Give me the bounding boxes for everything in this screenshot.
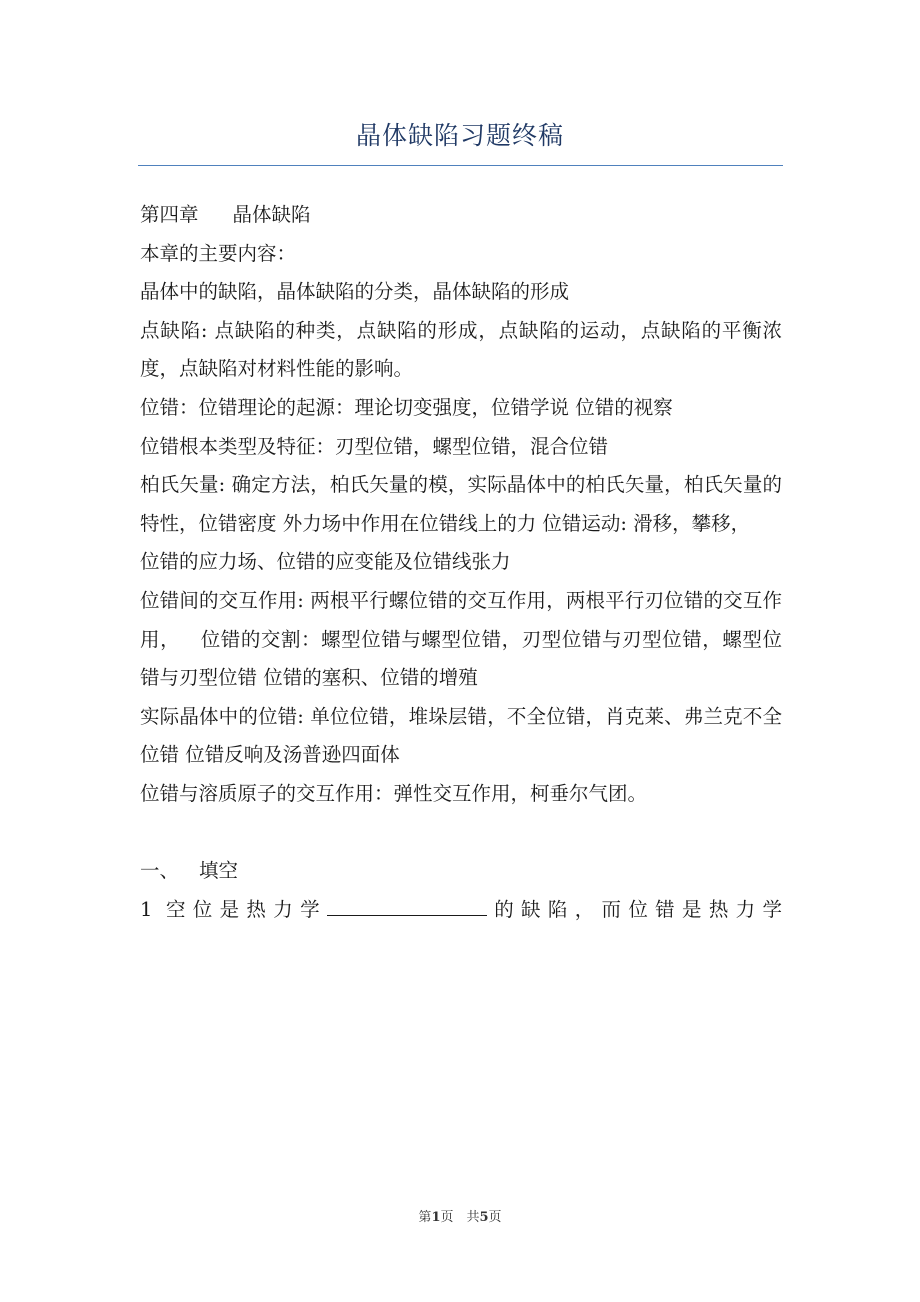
question-1-text-before: 空位是热力学 [165, 897, 327, 921]
footer-page-total: 5 [479, 1210, 489, 1225]
question-1 [140, 891, 782, 930]
chapter-label: 第四章 [140, 203, 199, 226]
paragraph-stress-field: 位错的应力场、位错的应变能及位错线张力 [140, 550, 511, 574]
section-title: 填空 [199, 859, 239, 883]
paragraph-main-content: 本章的主要内容： [140, 241, 297, 265]
paragraph-point-defects: 点缺陷: 点缺陷的种类，点缺陷的形成，点缺陷的运动，点缺陷的平衡浓度，点缺陷对材料性能的影响。 [140, 318, 782, 381]
page-footer [0, 1206, 920, 1225]
question-1-number: 1 [140, 897, 153, 921]
chapter-heading [140, 196, 782, 235]
footer-page-mid: 页 共 [440, 1210, 480, 1225]
paragraph-dislocation-interaction [140, 582, 782, 698]
blank-spacer [140, 814, 782, 853]
paragraph-real-crystal-dislocations: 实际晶体中的位错: 单位位错，堆垛层错，不全位错，肖克莱、弗兰克不全位错 位错反响及汤普逊四面体 [140, 704, 782, 767]
interaction-text-part2: 位错的交割：螺型位错与螺型位错，刃型位错与刃型位错，螺型位错与刃型位错 位错的塞积、位错的增殖 [140, 627, 782, 690]
paragraph-dislocation-types: 位错根本类型及特征：刃型位错，螺型位错，混合位错 [140, 434, 609, 458]
paragraph-dislocation-origin: 位错：位错理论的起源：理论切变强度，位错学说 位错的视察 [140, 395, 673, 419]
document-title: 晶体缺陷习题终稿 [355, 121, 564, 150]
question-1-text-after: 的缺陷，而位错是热力学 [486, 897, 782, 921]
footer-page-suffix: 页 [488, 1210, 502, 1225]
footer-page-current: 1 [431, 1210, 441, 1225]
question-1-answer-blank[interactable] [327, 893, 487, 916]
section-heading [140, 852, 782, 891]
section-number: 一、 [140, 859, 180, 883]
footer-page-prefix: 第 [418, 1210, 432, 1225]
paragraph-solute-interaction: 位错与溶质原子的交互作用：弹性交互作用，柯垂尔气团。 [140, 781, 648, 805]
document-body [140, 196, 782, 929]
paragraph-defect-types: 晶体中的缺陷，晶体缺陷的分类，晶体缺陷的形成 [140, 280, 570, 304]
interaction-text-part1: 位错间的交互作用: 两根平行螺位错的交互作用，两根平行刃位错的交互作用， [140, 588, 782, 651]
title-divider [138, 165, 783, 166]
chapter-title: 晶体缺陷 [232, 203, 311, 226]
paragraph-burgers-vector: 柏氏矢量: 确定方法，柏氏矢量的模，实际晶体中的柏氏矢量，柏氏矢量的特性，位错密度 外力场中作用在位错线上的力 位错运动: 滑移，攀移， [140, 473, 782, 535]
